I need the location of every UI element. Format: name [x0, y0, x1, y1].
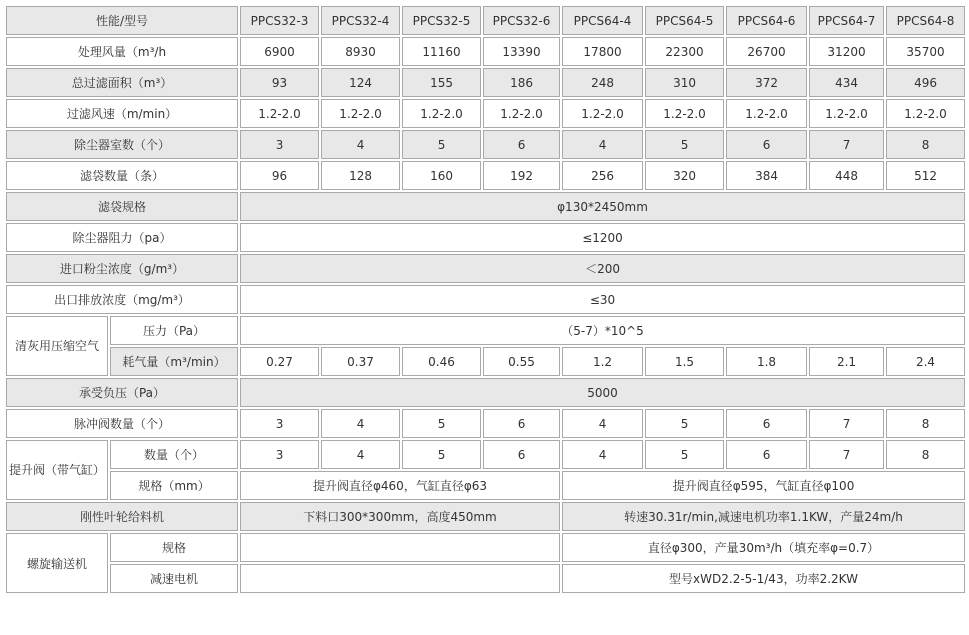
value-cell: 4 [321, 130, 400, 159]
value-cell: 4 [562, 409, 643, 438]
group-label: 螺旋输送机 [6, 533, 108, 593]
value-cell: 372 [726, 68, 807, 97]
value-cell: 5 [645, 409, 724, 438]
value-cell: 3 [240, 440, 319, 469]
outlet-conc-row [6, 285, 965, 314]
empty-cell [240, 533, 560, 562]
merged-value-cell: 型号xWD2.2-5-1/43，功率2.2KW [562, 564, 965, 593]
value-cell: 17800 [562, 37, 643, 66]
value-cell: 3 [240, 409, 319, 438]
row-label: 脉冲阀数量（个） [6, 409, 238, 438]
value-cell: 26700 [726, 37, 807, 66]
value-cell: 128 [321, 161, 400, 190]
value-cell: 6 [726, 409, 807, 438]
pulse-valves-row [6, 409, 965, 438]
value-cell: 1.2-2.0 [402, 99, 481, 128]
lift-qty-row [6, 440, 965, 469]
value-cell: 1.2-2.0 [321, 99, 400, 128]
row-label: 进口粉尘浓度（g/m³） [6, 254, 238, 283]
value-cell: 8 [886, 440, 965, 469]
filter-area-row [6, 68, 965, 97]
value-cell: 1.2-2.0 [886, 99, 965, 128]
empty-cell [240, 564, 560, 593]
value-cell: 6 [483, 409, 560, 438]
value-cell: 8 [886, 130, 965, 159]
value-cell: 186 [483, 68, 560, 97]
merged-value-cell: 直径φ300，产量30m³/h（填充率φ=0.7） [562, 533, 965, 562]
model-cell: PPCS64-6 [726, 6, 807, 35]
value-cell: 0.55 [483, 347, 560, 376]
value-cell: 7 [809, 440, 884, 469]
value-cell: 0.27 [240, 347, 319, 376]
value-cell: 256 [562, 161, 643, 190]
value-cell: 248 [562, 68, 643, 97]
row-label: 处理风量（m³/h [6, 37, 238, 66]
air-consumption-row [6, 347, 965, 376]
screw-spec-row [6, 533, 965, 562]
model-cell: PPCS32-5 [402, 6, 481, 35]
sub-label: 耗气量（m³/min） [110, 347, 238, 376]
merged-value-cell: ≤30 [240, 285, 965, 314]
value-cell: 512 [886, 161, 965, 190]
merged-value-cell: 提升阀直径φ595，气缸直径φ100 [562, 471, 965, 500]
value-cell: 8930 [321, 37, 400, 66]
bag-count-row [6, 161, 965, 190]
value-cell: 384 [726, 161, 807, 190]
sub-label: 减速电机 [110, 564, 238, 593]
merged-value-cell: 下料口300*300mm，高度450mm [240, 502, 560, 531]
value-cell: 5 [402, 130, 481, 159]
value-cell: 6 [726, 440, 807, 469]
chambers-row [6, 130, 965, 159]
value-cell: 5 [402, 409, 481, 438]
filter-speed-row [6, 99, 965, 128]
value-cell: 2.4 [886, 347, 965, 376]
sub-label: 压力（Pa） [110, 316, 238, 345]
value-cell: 310 [645, 68, 724, 97]
lift-spec-row [6, 471, 965, 500]
value-cell: 155 [402, 68, 481, 97]
value-cell: 5 [402, 440, 481, 469]
row-label: 过滤风速（m/min） [6, 99, 238, 128]
value-cell: 1.2-2.0 [726, 99, 807, 128]
model-cell: PPCS64-8 [886, 6, 965, 35]
value-cell: 1.5 [645, 347, 724, 376]
merged-value-cell: φ130*2450mm [240, 192, 965, 221]
value-cell: 124 [321, 68, 400, 97]
model-cell: PPCS32-4 [321, 6, 400, 35]
neg-pressure-row [6, 378, 965, 407]
value-cell: 4 [562, 440, 643, 469]
sub-label: 规格 [110, 533, 238, 562]
model-cell: PPCS32-6 [483, 6, 560, 35]
bag-spec-row [6, 192, 965, 221]
row-label: 总过滤面积（m³） [6, 68, 238, 97]
value-cell: 2.1 [809, 347, 884, 376]
sub-label: 数量（个） [110, 440, 238, 469]
merged-value-cell: 转速30.31r/min,减速电机功率1.1KW，产量24m/h [562, 502, 965, 531]
resistance-row [6, 223, 965, 252]
value-cell: 3 [240, 130, 319, 159]
model-cell: PPCS64-7 [809, 6, 884, 35]
screw-motor-row [6, 564, 965, 593]
merged-value-cell: ≤1200 [240, 223, 965, 252]
value-cell: 4 [562, 130, 643, 159]
value-cell: 6 [483, 440, 560, 469]
feeder-row [6, 502, 965, 531]
value-cell: 1.2-2.0 [240, 99, 319, 128]
value-cell: 192 [483, 161, 560, 190]
merged-value-cell: （5-7）*10^5 [240, 316, 965, 345]
value-cell: 4 [321, 440, 400, 469]
value-cell: 6 [726, 130, 807, 159]
inlet-conc-row [6, 254, 965, 283]
value-cell: 448 [809, 161, 884, 190]
header-row [6, 6, 965, 35]
value-cell: 31200 [809, 37, 884, 66]
value-cell: 6900 [240, 37, 319, 66]
value-cell: 1.2 [562, 347, 643, 376]
model-cell: PPCS32-3 [240, 6, 319, 35]
value-cell: 434 [809, 68, 884, 97]
merged-value-cell: 5000 [240, 378, 965, 407]
merged-value-cell: 提升阀直径φ460，气缸直径φ63 [240, 471, 560, 500]
value-cell: 6 [483, 130, 560, 159]
row-label: 滤袋规格 [6, 192, 238, 221]
merged-value-cell: ＜200 [240, 254, 965, 283]
air-volume-row [6, 37, 965, 66]
row-label: 出口排放浓度（mg/m³） [6, 285, 238, 314]
value-cell: 8 [886, 409, 965, 438]
value-cell: 0.46 [402, 347, 481, 376]
value-cell: 1.2-2.0 [483, 99, 560, 128]
value-cell: 320 [645, 161, 724, 190]
row-label: 除尘器阻力（pa） [6, 223, 238, 252]
value-cell: 93 [240, 68, 319, 97]
row-label: 滤袋数量（条） [6, 161, 238, 190]
air-pressure-row [6, 316, 965, 345]
value-cell: 13390 [483, 37, 560, 66]
value-cell: 1.2-2.0 [562, 99, 643, 128]
value-cell: 4 [321, 409, 400, 438]
sub-label: 规格（mm） [110, 471, 238, 500]
value-cell: 0.37 [321, 347, 400, 376]
value-cell: 7 [809, 409, 884, 438]
value-cell: 22300 [645, 37, 724, 66]
spec-table [4, 4, 967, 595]
value-cell: 496 [886, 68, 965, 97]
row-label: 除尘器室数（个） [6, 130, 238, 159]
value-cell: 11160 [402, 37, 481, 66]
value-cell: 1.2-2.0 [645, 99, 724, 128]
value-cell: 5 [645, 130, 724, 159]
model-cell: PPCS64-4 [562, 6, 643, 35]
value-cell: 1.2-2.0 [809, 99, 884, 128]
value-cell: 1.8 [726, 347, 807, 376]
group-label: 提升阀（带气缸） [6, 440, 108, 500]
value-cell: 7 [809, 130, 884, 159]
header-label: 性能/型号 [6, 6, 238, 35]
row-label: 刚性叶轮给料机 [6, 502, 238, 531]
value-cell: 5 [645, 440, 724, 469]
group-label: 清灰用压缩空气 [6, 316, 108, 376]
value-cell: 160 [402, 161, 481, 190]
value-cell: 35700 [886, 37, 965, 66]
row-label: 承受负压（Pa） [6, 378, 238, 407]
model-cell: PPCS64-5 [645, 6, 724, 35]
value-cell: 96 [240, 161, 319, 190]
